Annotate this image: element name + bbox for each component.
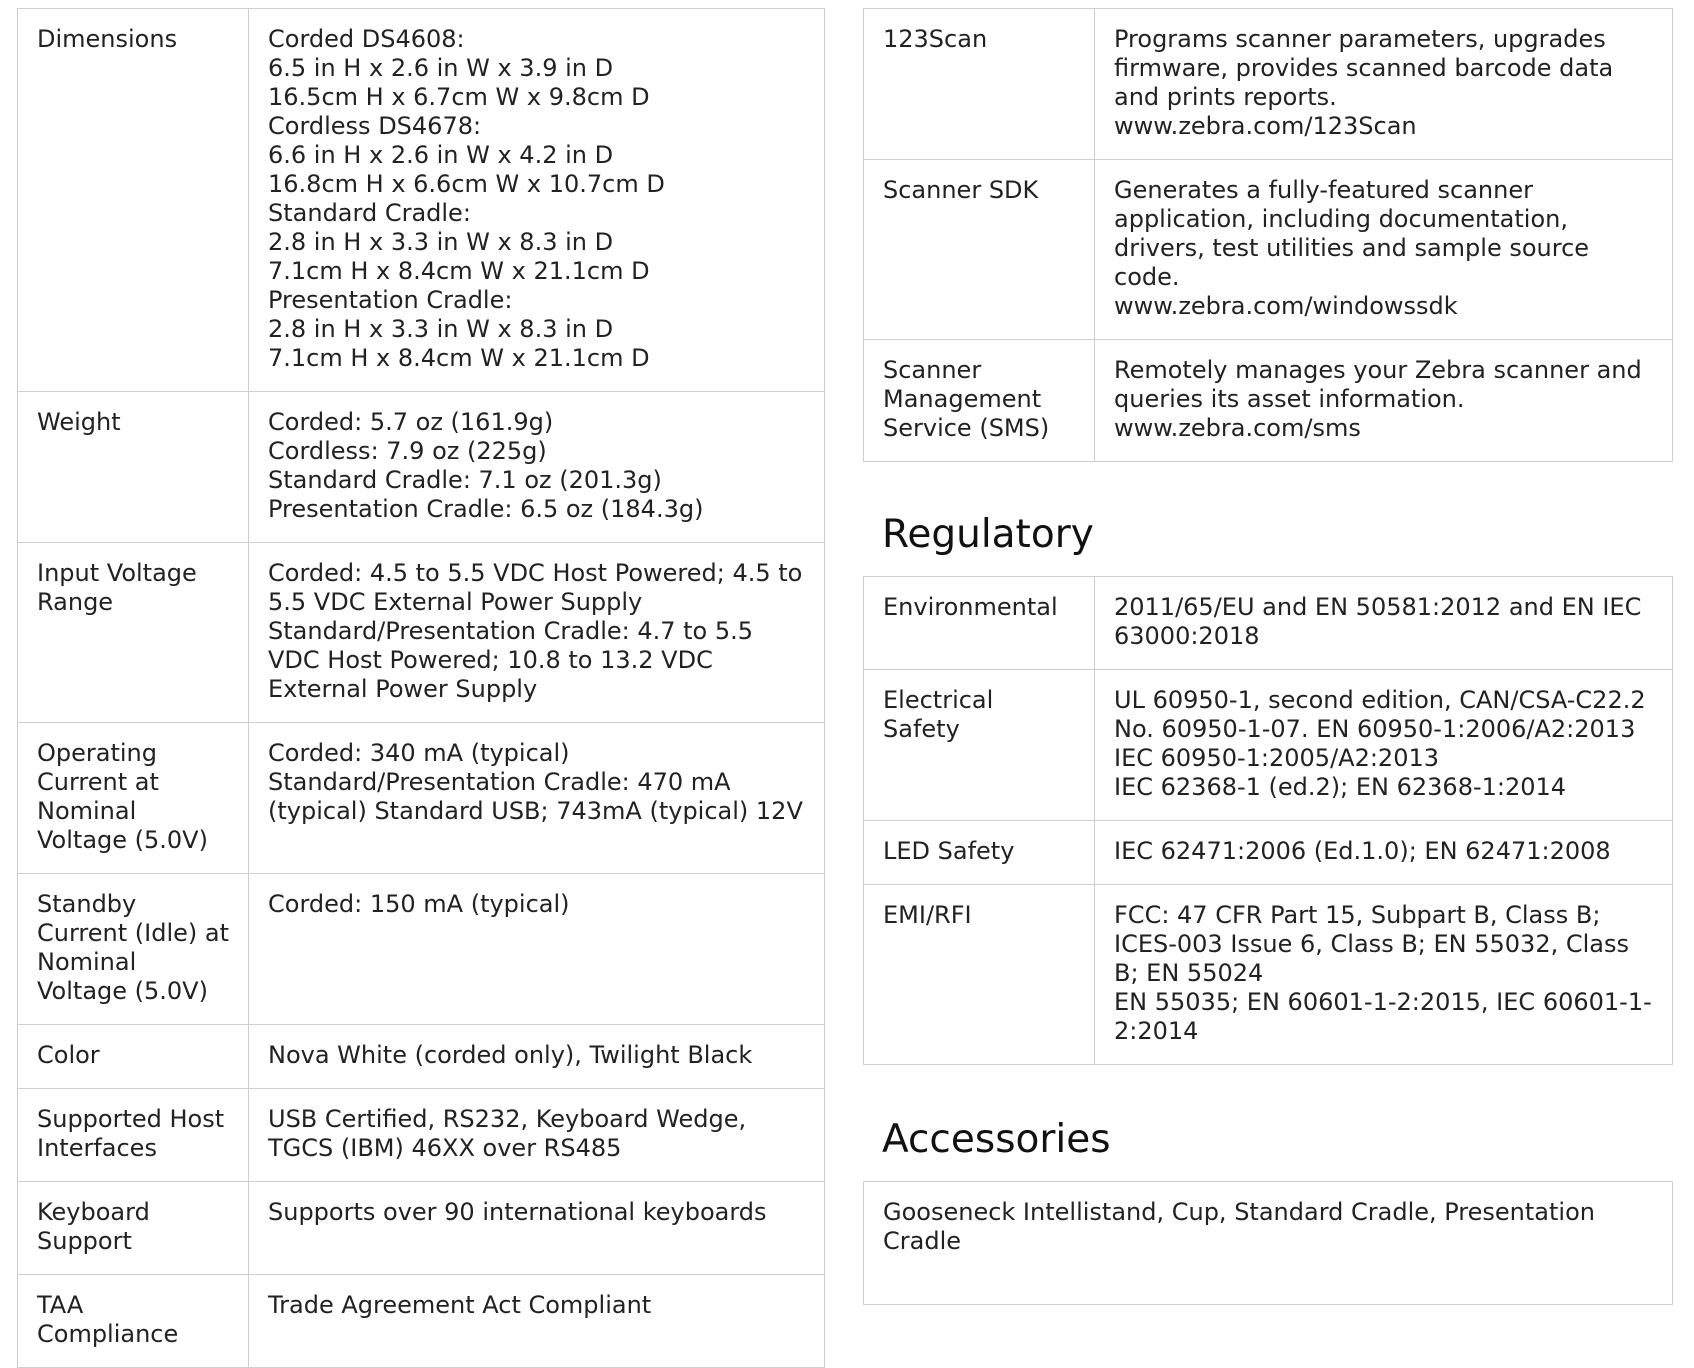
spec-label: Dimensions (18, 9, 249, 392)
spec-label: Color (18, 1025, 249, 1089)
spec-value: FCC: 47 CFR Part 15, Subpart B, Class B; ICES-003 Issue 6, Class B; EN 55032, Class B; EN 55024 EN 55035; EN 60601-1-2:2015, IEC 60601-1-2:2014 (1095, 885, 1673, 1065)
spec-label: TAA Compliance (18, 1275, 249, 1368)
software-tools-table (863, 8, 1673, 462)
spec-value: Corded DS4608: 6.5 in H x 2.6 in W x 3.9 in D 16.5cm H x 6.7cm W x 9.8cm D Cordless DS4678: 6.6 in H x 2.6 in W x 4.2 in D 16.8cm H x 6.6cm W x 10.7cm D Standard Cradle: 2.8 in H x 3.3 in W x 8.3 in D 7.1cm H x 8.4cm W x 21.1cm D Presentation Cradle: 2.8 in H x 3.3 in W x 8.3 in D 7.1cm H x 8.4cm W x 21.1cm D (249, 9, 825, 392)
spec-label: Electrical Safety (864, 670, 1095, 821)
table-row (864, 1182, 1673, 1305)
table-row (864, 670, 1673, 821)
table-row (18, 392, 825, 543)
spec-value: Trade Agreement Act Compliant (249, 1275, 825, 1368)
table-row (18, 874, 825, 1025)
specifications-table (17, 8, 825, 1368)
spec-label: Weight (18, 392, 249, 543)
spec-label: Keyboard Support (18, 1182, 249, 1275)
spec-label: Input Voltage Range (18, 543, 249, 723)
accessories-heading: Accessories (882, 1117, 1111, 1162)
spec-label: LED Safety (864, 821, 1095, 885)
spec-value: Corded: 4.5 to 5.5 VDC Host Powered; 4.5 to 5.5 VDC External Power Supply Standard/Presentation Cradle: 4.7 to 5.5 VDC Host Powered; 10.8 to 13.2 VDC External Power Supply (249, 543, 825, 723)
spec-value: Nova White (corded only), Twilight Black (249, 1025, 825, 1089)
spec-value: IEC 62471:2006 (Ed.1.0); EN 62471:2008 (1095, 821, 1673, 885)
table-row (18, 9, 825, 392)
table-row (864, 821, 1673, 885)
table-row (864, 160, 1673, 340)
table-row (18, 1089, 825, 1182)
spec-label: Operating Current at Nominal Voltage (5.0V) (18, 723, 249, 874)
spec-value: Corded: 150 mA (typical) (249, 874, 825, 1025)
spec-value: Corded: 5.7 oz (161.9g) Cordless: 7.9 oz (225g) Standard Cradle: 7.1 oz (201.3g) Presentation Cradle: 6.5 oz (184.3g) (249, 392, 825, 543)
regulatory-heading: Regulatory (882, 512, 1094, 557)
spec-value: 2011/65/EU and EN 50581:2012 and EN IEC 63000:2018 (1095, 577, 1673, 670)
spec-label: 123Scan (864, 9, 1095, 160)
spec-value: UL 60950-1, second edition, CAN/CSA-C22.2 No. 60950-1-07. EN 60950-1:2006/A2:2013 IEC 60950-1:2005/A2:2013 IEC 62368-1 (ed.2); EN 62368-1:2014 (1095, 670, 1673, 821)
regulatory-table (863, 576, 1673, 1065)
spec-label: Environmental (864, 577, 1095, 670)
accessories-table (863, 1181, 1673, 1305)
spec-label: Supported Host Interfaces (18, 1089, 249, 1182)
spec-value: USB Certified, RS232, Keyboard Wedge, TGCS (IBM) 46XX over RS485 (249, 1089, 825, 1182)
spec-label: Standby Current (Idle) at Nominal Voltage (5.0V) (18, 874, 249, 1025)
spec-value: Remotely manages your Zebra scanner and queries its asset information. www.zebra.com/sms (1095, 340, 1673, 462)
table-row (864, 340, 1673, 462)
left-column (17, 8, 825, 1368)
right-column (863, 8, 1673, 1305)
spec-label: Scanner SDK (864, 160, 1095, 340)
table-row (18, 1182, 825, 1275)
table-row (18, 723, 825, 874)
spec-label: Scanner Management Service (SMS) (864, 340, 1095, 462)
table-row (18, 1025, 825, 1089)
accessories-text: Gooseneck Intellistand, Cup, Standard Cradle, Presentation Cradle (864, 1182, 1673, 1305)
spec-value: Supports over 90 international keyboards (249, 1182, 825, 1275)
table-row (18, 543, 825, 723)
spec-value: Generates a fully-featured scanner application, including documentation, drivers, test utilities and sample source code. www.zebra.com/windowssdk (1095, 160, 1673, 340)
table-row (18, 1275, 825, 1368)
table-row (864, 885, 1673, 1065)
spec-value: Programs scanner parameters, upgrades firmware, provides scanned barcode data and prints reports. www.zebra.com/123Scan (1095, 9, 1673, 160)
table-row (864, 577, 1673, 670)
table-row (864, 9, 1673, 160)
spec-value: Corded: 340 mA (typical) Standard/Presentation Cradle: 470 mA (typical) Standard USB; 743mA (typical) 12V (249, 723, 825, 874)
spec-label: EMI/RFI (864, 885, 1095, 1065)
